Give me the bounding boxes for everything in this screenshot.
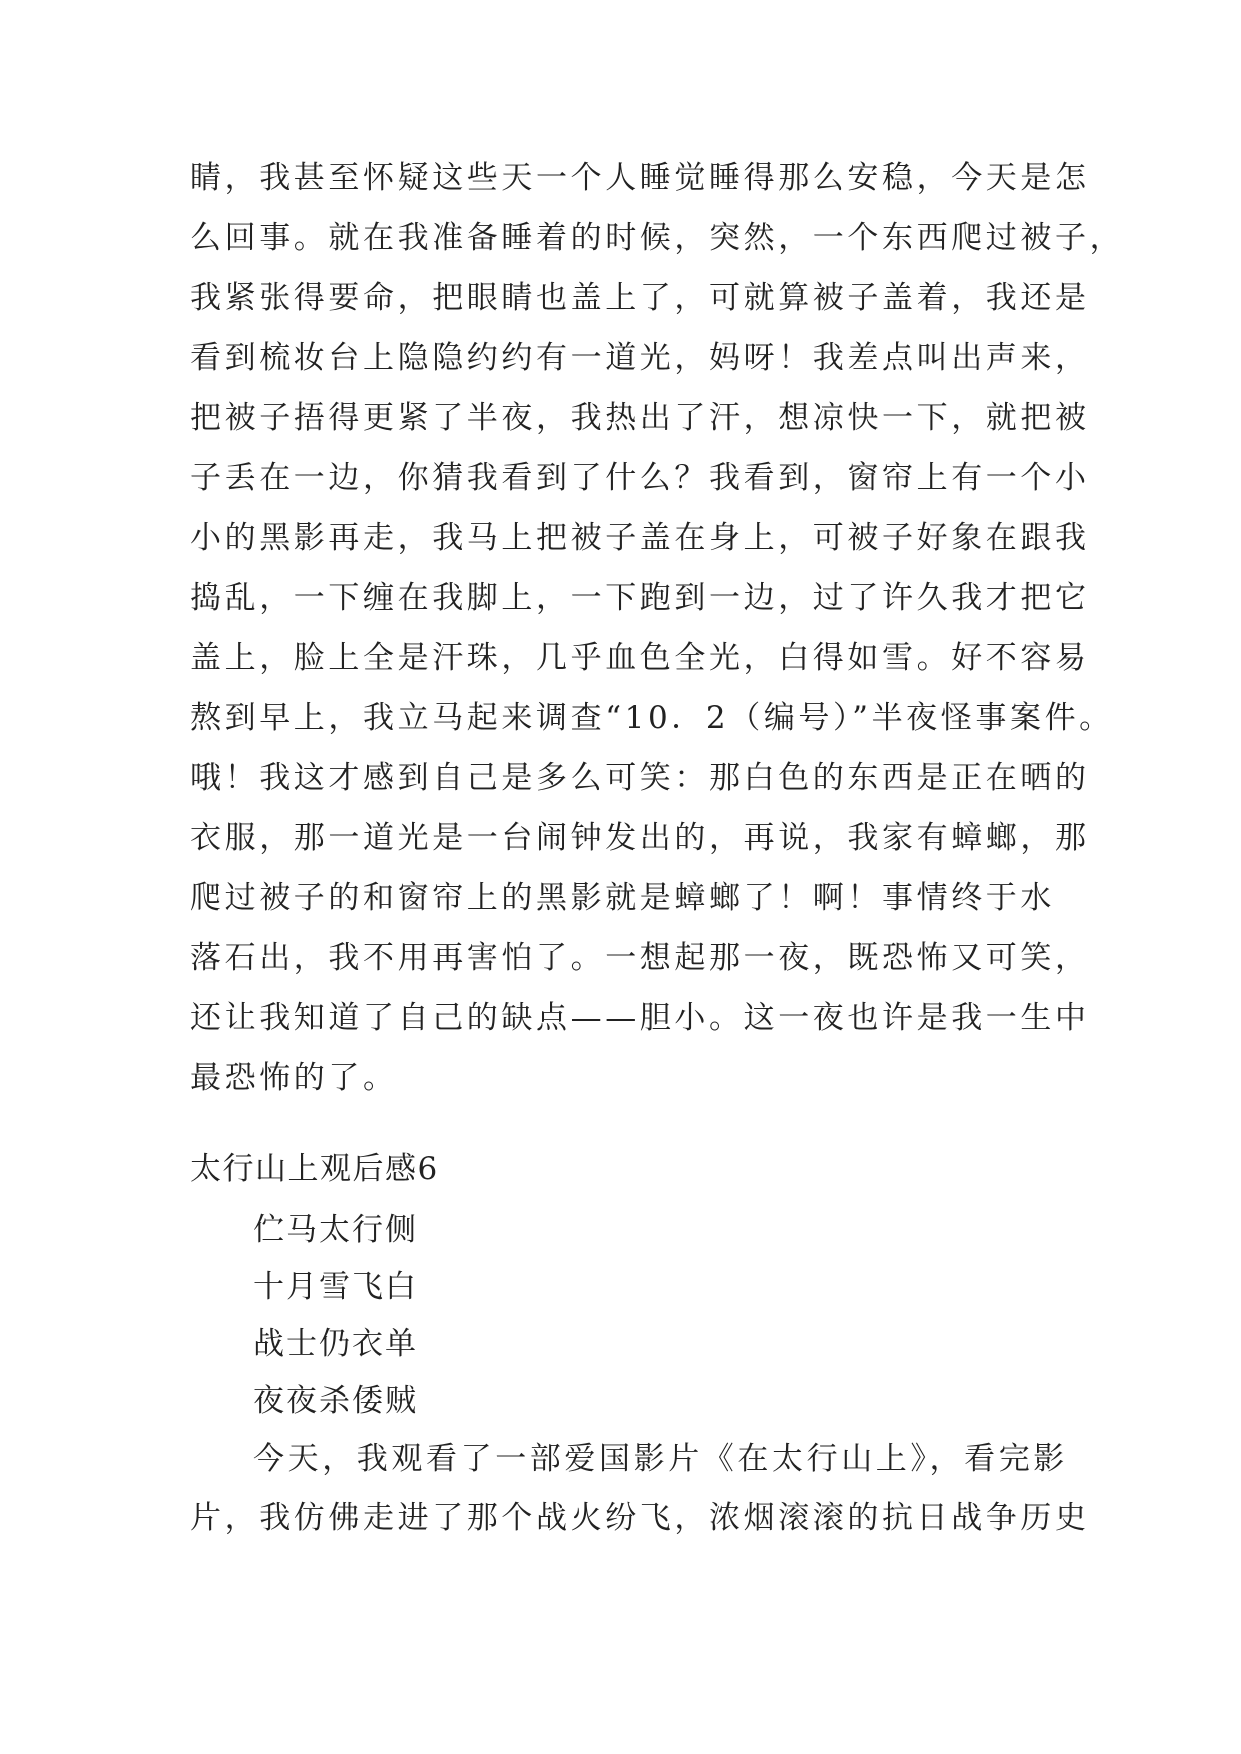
paragraph-line: 小的黑影再走，我马上把被子盖在身上，可被子好象在跟我 bbox=[190, 520, 1090, 556]
story-paragraph bbox=[190, 148, 1125, 1108]
paragraph-line: 看到梳妆台上隐隐约约有一道光，妈呀！我差点叫出声来， bbox=[190, 340, 1090, 376]
paragraph-line: 盖上，脸上全是汗珠，几乎血色全光，白得如雪。好不容易 bbox=[190, 640, 1090, 676]
paragraph-line: 捣乱，一下缠在我脚上，一下跑到一边，过了许久我才把它 bbox=[190, 580, 1090, 616]
paragraph-line: 落石出，我不用再害怕了。一想起那一夜，既恐怖又可笑， bbox=[190, 940, 1090, 976]
paragraph-line: 把被子捂得更紧了半夜，我热出了汗，想凉快一下，就把被 bbox=[190, 400, 1090, 436]
paragraph-line: 爬过被子的和窗帘上的黑影就是蟑螂了！啊！事情终于水 bbox=[190, 880, 1055, 916]
poem-line: 战士仍衣单 bbox=[253, 1326, 418, 1362]
poem-line: 夜夜杀倭贼 bbox=[253, 1383, 418, 1419]
paragraph-line: 今天，我观看了一部爱国影片《在太行山上》，看完影 bbox=[253, 1441, 1068, 1477]
paragraph-line: 睛，我甚至怀疑这些天一个人睡觉睡得那么安稳，今天是怎 bbox=[190, 160, 1090, 196]
paragraph-line: 衣服，那一道光是一台闹钟发出的，再说，我家有蟑螂，那 bbox=[190, 820, 1090, 856]
paragraph-line: 哦！我这才感到自己是多么可笑：那白色的东西是正在晒的 bbox=[190, 760, 1090, 796]
poem-block bbox=[253, 1202, 418, 1430]
paragraph-line: 还让我知道了自己的缺点——胆小。这一夜也许是我一生中 bbox=[190, 1000, 1090, 1036]
paragraph-line: 我紧张得要命，把眼睛也盖上了，可就算被子盖着，我还是 bbox=[190, 280, 1090, 316]
paragraph-line: 熬到早上，我立马起来调查“10．2（编号）”半夜怪事案件。 bbox=[190, 700, 1114, 736]
paragraph-line: 子丢在一边，你猜我看到了什么？我看到，窗帘上有一个小 bbox=[190, 460, 1090, 496]
poem-line: 十月雪飞白 bbox=[253, 1269, 418, 1305]
paragraph-line: 么回事。就在我准备睡着的时候，突然，一个东西爬过被子， bbox=[190, 220, 1125, 256]
review-paragraph bbox=[190, 1430, 1090, 1548]
paragraph-line: 片，我仿佛走进了那个战火纷飞，浓烟滚滚的抗日战争历史 bbox=[190, 1500, 1090, 1536]
poem-line: 伫马太行侧 bbox=[253, 1212, 418, 1248]
section-heading: 太行山上观后感6 bbox=[190, 1151, 439, 1187]
paragraph-line: 最恐怖的了。 bbox=[190, 1060, 398, 1096]
